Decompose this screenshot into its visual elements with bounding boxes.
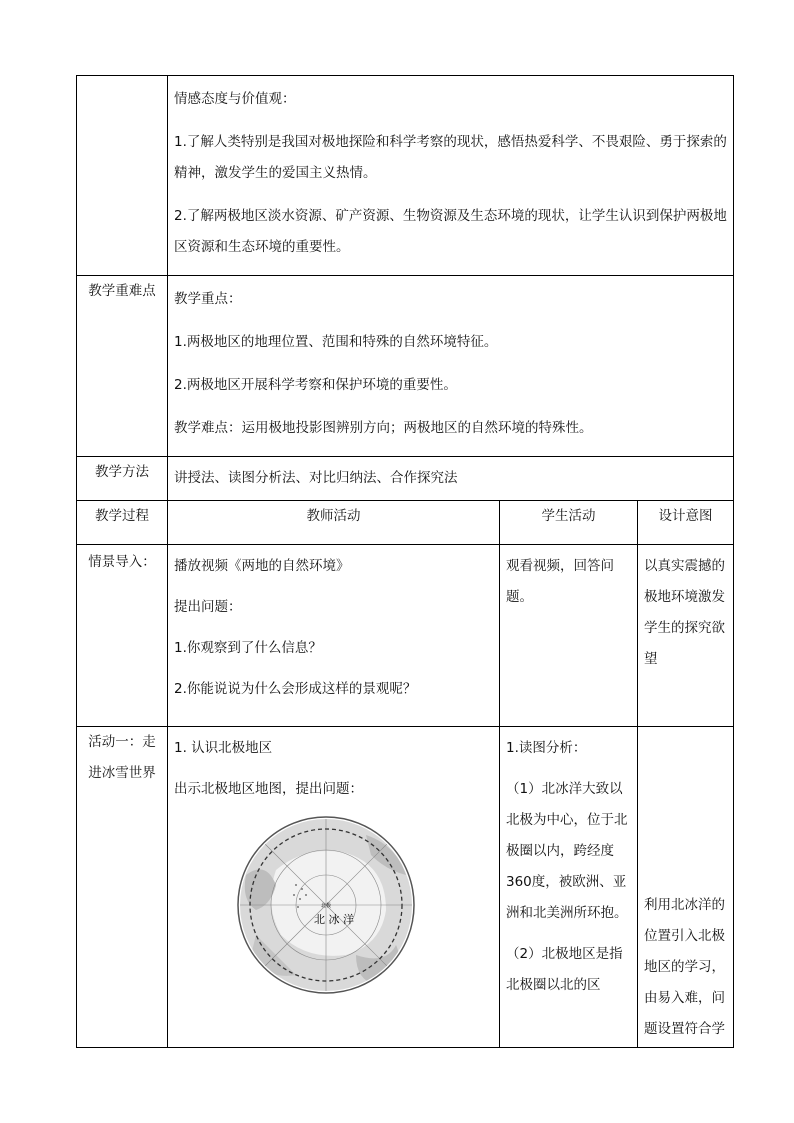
activity1-intent bbox=[638, 727, 734, 1048]
row-attitude bbox=[77, 76, 734, 276]
row-intro bbox=[77, 545, 734, 727]
attitude-label-cell bbox=[77, 76, 168, 276]
methods-label: 教学方法 bbox=[77, 457, 168, 501]
intro-teacher-3: 1.你观察到了什么信息？ bbox=[174, 640, 322, 656]
activity1-student-2: （1）北冰洋大致以北极为中心，位于北极圈以内，跨经度360度，被欧洲、亚洲和北美洲所环抱。 bbox=[506, 781, 628, 921]
key-points-p1: 1.两极地区的地理位置、范围和特殊的自然环境特征。 bbox=[174, 334, 498, 350]
row-key-points bbox=[77, 276, 734, 457]
activity1-student bbox=[500, 727, 638, 1048]
lesson-plan-table bbox=[76, 75, 734, 1048]
header-teacher: 教师活动 bbox=[168, 501, 500, 545]
intro-teacher bbox=[168, 545, 500, 727]
map-pole-label: 北极 bbox=[320, 903, 332, 909]
row-activity1 bbox=[77, 727, 734, 1048]
attitude-heading: 情感态度与价值观： bbox=[174, 91, 296, 107]
header-student: 学生活动 bbox=[500, 501, 638, 545]
activity1-student-1: 1.读图分析： bbox=[506, 740, 587, 756]
arctic-map-svg bbox=[236, 815, 416, 995]
intro-student bbox=[500, 545, 638, 727]
attitude-p2: 2.了解两极地区淡水资源、矿产资源、生物资源及生态环境的现状，让学生认识到保护两极地区资源和生态环境的重要性。 bbox=[174, 208, 727, 255]
attitude-p1: 1.了解人类特别是我国对极地探险和科学考察的现状，感悟热爱科学、不畏艰险、勇于探索的精神，激发学生的爱国主义热情。 bbox=[174, 134, 727, 181]
key-points-p3: 教学难点：运用极地投影图辨别方向；两极地区的自然环境的特殊性。 bbox=[174, 420, 593, 436]
intro-label: 情景导入： bbox=[77, 545, 168, 727]
key-points-label: 教学重难点 bbox=[77, 276, 168, 457]
activity1-label: 活动一：走进冰雪世界 bbox=[77, 727, 168, 1048]
row-methods bbox=[77, 457, 734, 501]
key-points-content bbox=[168, 276, 734, 457]
key-points-heading: 教学重点： bbox=[174, 291, 242, 307]
activity1-intent-text: 利用北冰洋的位置引入北极地区的学习，由易入难，问题设置符合学 bbox=[644, 897, 725, 1037]
intro-teacher-2: 提出问题： bbox=[174, 599, 242, 615]
map-ocean-label: 北 冰 洋 bbox=[314, 913, 354, 926]
attitude-content bbox=[168, 76, 734, 276]
methods-text: 讲授法、读图分析法、对比归纳法、合作探究法 bbox=[168, 457, 734, 501]
activity1-teacher-2: 出示北极地区地图，提出问题： bbox=[174, 781, 363, 797]
intro-intent bbox=[638, 545, 734, 727]
activity1-teacher bbox=[168, 727, 500, 1048]
intro-intent-text: 以真实震撼的极地环境激发学生的探究欲望 bbox=[644, 558, 725, 667]
activity1-student-3: （2）北极地区是指北极圈以北的区 bbox=[506, 946, 623, 993]
arctic-map bbox=[236, 815, 416, 995]
intro-teacher-1: 播放视频《两地的自然环境》 bbox=[174, 558, 350, 574]
header-intent: 设计意图 bbox=[638, 501, 734, 545]
header-process: 教学过程 bbox=[77, 501, 168, 545]
row-process-header bbox=[77, 501, 734, 545]
activity1-teacher-1: 1. 认识北极地区 bbox=[174, 740, 273, 756]
intro-student-text: 观看视频，回答问题。 bbox=[506, 558, 614, 605]
key-points-p2: 2.两极地区开展科学考察和保护环境的重要性。 bbox=[174, 377, 457, 393]
intro-teacher-4: 2.你能说说为什么会形成这样的景观呢？ bbox=[174, 681, 417, 697]
